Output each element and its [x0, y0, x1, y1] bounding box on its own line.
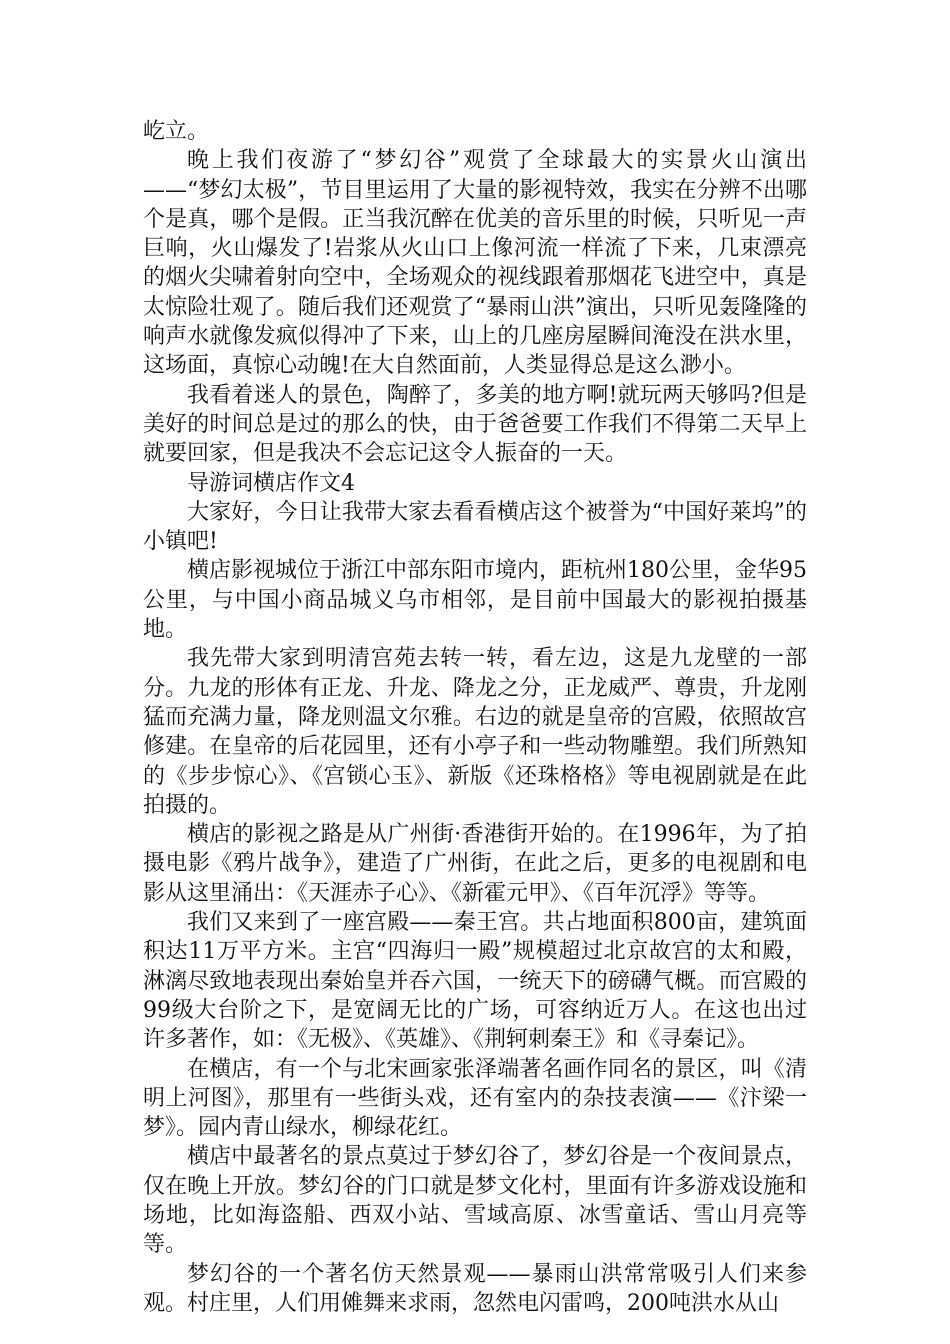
- paragraph-ming-qing-palace: 我先带大家到明清宫苑去转一转，看左边，这是九龙壁的一部分。九龙的形体有正龙、升龙、降龙之分，正龙威严、尊贵，升龙刚猛而充满力量，降龙则温文尔雅。右边的就是皇帝的宫殿，依照故宫修建。在皇帝的后花园里，还有小亭子和一些动物雕塑。我们所熟知的《步步惊心》、《宫锁心玉》、新版《还珠格格》等电视剧就是在此拍摄的。: [143, 646, 807, 818]
- paragraph-qin-palace: 我们又来到了一座宫殿——秦王宫。共占地面积800亩，建筑面积达11万平方米。主宫“四海归一殿”规模超过北京故宫的太和殿，淋漓尽致地表现出秦始皇并吞六国，一统天下的磅礴气概。而宫殿的99级大台阶之下，是宽阔无比的广场，可容纳近万人。在这也出过许多著作，如：《无极》、《英雄》、《荆轲刺秦王》和《寻秦记》。: [143, 910, 807, 1053]
- paragraph-dream-valley: 横店中最著名的景点莫过于梦幻谷了，梦幻谷是一个夜间景点，仅在晚上开放。梦幻谷的门口就是梦文化村，里面有许多游戏设施和场地，比如海盗船、西双小站、雪域高原、冰雪童话、雪山月亮等等。: [143, 1144, 807, 1258]
- paragraph-night-tour: 晚上我们夜游了“梦幻谷”观赏了全球最大的实景火山演出——“梦幻太极”，节目里运用了大量的影视特效，我实在分辨不出哪个是真，哪个是假。正当我沉醉在优美的音乐里的时候，只听见一声巨响，火山爆发了!岩浆从火山口上像河流一样流了下来，几束漂亮的烟火尖啸着射向空中，全场观众的视线跟着那烟花飞进空中，真是太惊险壮观了。随后我们还观赏了“暴雨山洪”演出，只听见轰隆隆的响声水就像发疯似得冲了下来，山上的几座房屋瞬间淹没在洪水里，这场面，真惊心动魄!在大自然面前，人类显得总是这么渺小。: [143, 148, 807, 379]
- paragraph-location: 横店影视城位于浙江中部东阳市境内，距杭州180公里，金华95公里，与中国小商品城义乌市相邻，是目前中国最大的影视拍摄基地。: [143, 558, 807, 643]
- paragraph-qingming-scroll: 在横店，有一个与北宋画家张泽端著名画作同名的景区，叫《清明上河图》，那里有一些街头戏，还有室内的杂技表演——《汴梁一梦》。园内青山绿水，柳绿花红。: [143, 1056, 807, 1141]
- document-page: [143, 117, 807, 1318]
- paragraph-guangzhou-street: 横店的影视之路是从广州街·香港街开始的。在1996年，为了拍摄电影《鸦片战争》，建造了广州街，在此之后，更多的电视剧和电影从这里涌出：《天涯赤子心》、《新霍元甲》、《百年沉浮》等等。: [143, 822, 807, 906]
- paragraph-greeting: 大家好，今日让我带大家去看看横店这个被誉为“中国好莱坞”的小镇吧!: [143, 499, 807, 555]
- paragraph-flood-show: 梦幻谷的一个著名仿天然景观——暴雨山洪常常吸引人们来参观。村庄里，人们用傩舞来求雨，忽然电闪雷鸣，200吨洪水从山: [143, 1261, 807, 1316]
- section-heading: 导游词横店作文4: [187, 470, 355, 496]
- paragraph-reflection: 我看着迷人的景色，陶醉了，多美的地方啊!就玩两天够吗?但是美好的时间总是过的那么的快，由于爸爸要工作我们不得第二天早上就要回家，但是我决不会忘记这令人振奋的一天。: [143, 382, 807, 467]
- paragraph-continuation: 屹立。: [143, 119, 210, 144]
